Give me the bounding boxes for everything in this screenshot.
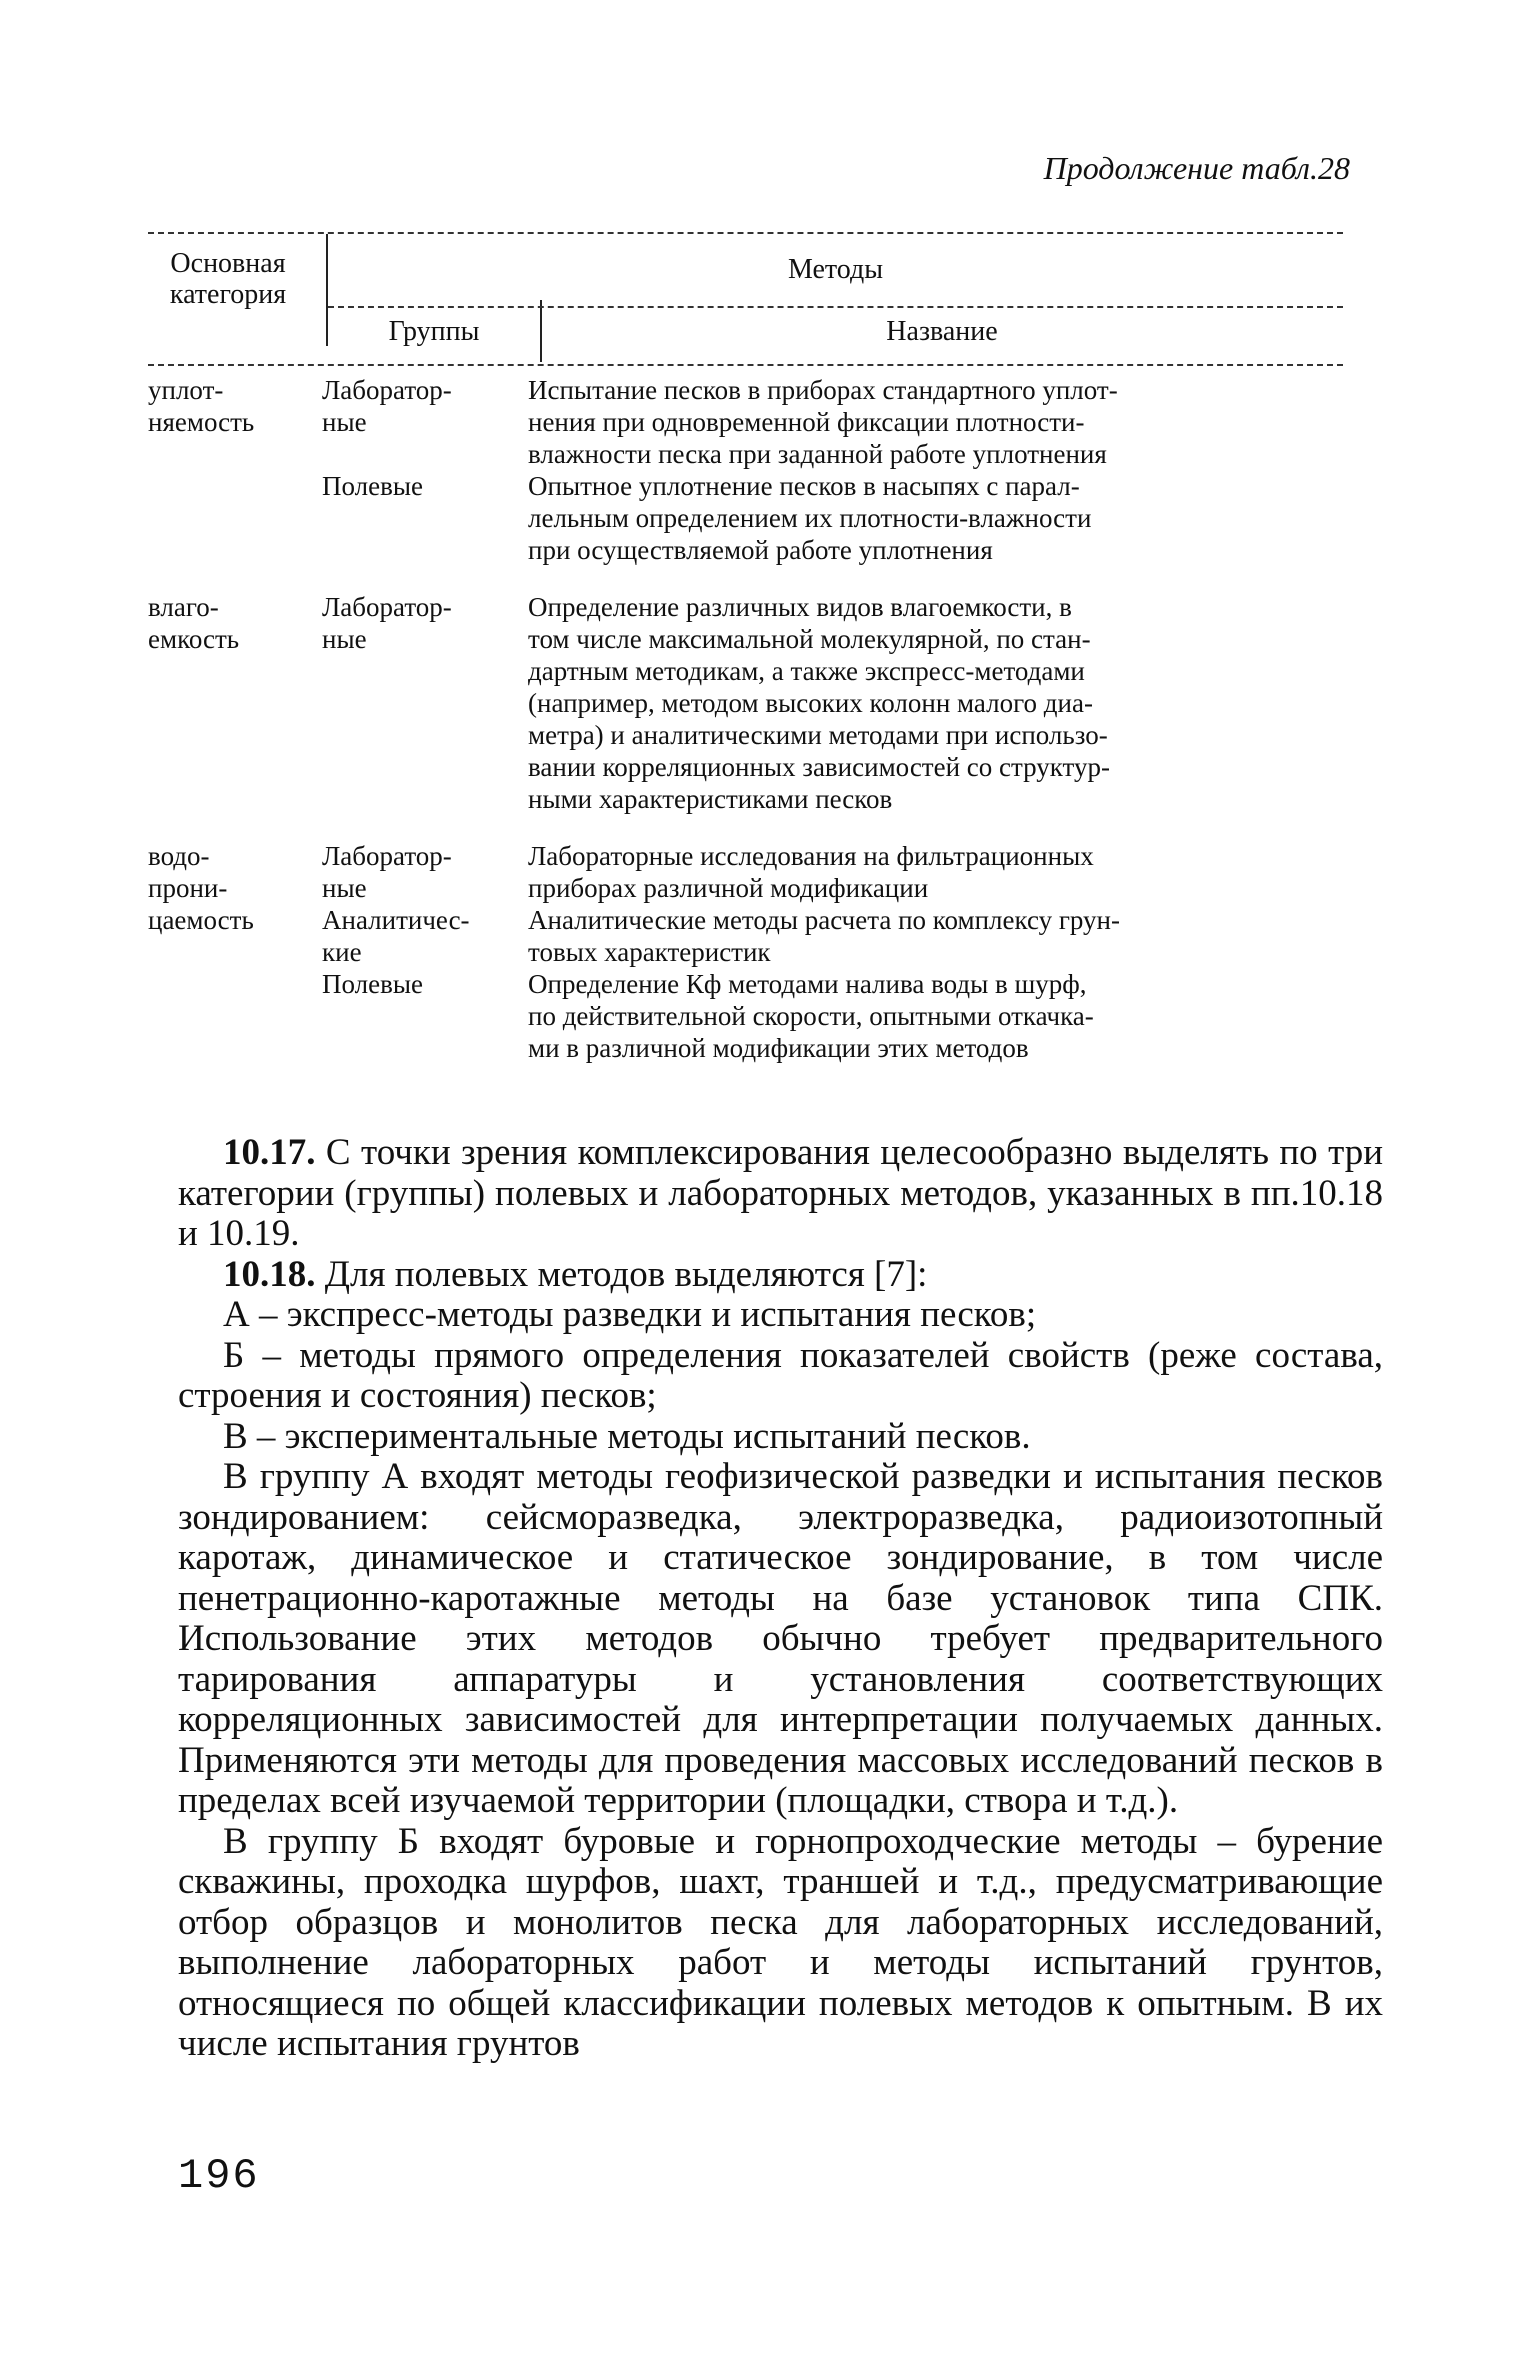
header-groups: Группы xyxy=(388,316,480,347)
table-row xyxy=(148,534,1343,566)
table-body xyxy=(148,366,1343,1064)
name-cell: Аналитические методы расчета по комплексу грун- xyxy=(528,905,1120,935)
group-cell: Лаборатор- xyxy=(322,592,452,622)
group-cell: Полевые xyxy=(322,969,423,999)
name-cell: лельным определением их плотности-влажности xyxy=(528,503,1092,533)
group-cell xyxy=(322,687,528,719)
header-mid-rule xyxy=(328,306,1343,308)
group-cell xyxy=(322,719,528,751)
group-cell: Полевые xyxy=(322,471,423,501)
category-cell: водо- xyxy=(148,841,210,871)
paragraph-text: С точки зрения комплексирования целесообразно выделять по три категории (группы) полевых и лабораторных методов, указанных в пп.10.18 и 10.19. xyxy=(178,1132,1383,1254)
category-cell xyxy=(148,1032,322,1064)
table-row xyxy=(148,655,1343,687)
name-cell: по действительной скорости, опытными откачка- xyxy=(528,1001,1094,1031)
table-row xyxy=(148,904,1343,936)
group-cell xyxy=(322,534,528,566)
list-item-b: Б – методы прямого определения показателей свойств (реже состава, строения и состояния) песков; xyxy=(178,1334,1383,1416)
name-cell: Опытное уплотнение песков в насыпях с парал- xyxy=(528,471,1080,501)
table-row xyxy=(148,406,1343,438)
category-cell xyxy=(148,655,322,687)
list-item-v: В – экспериментальные методы испытаний песков. xyxy=(223,1415,1031,1457)
table-row xyxy=(148,751,1343,783)
category-cell xyxy=(148,502,322,534)
paragraph-group-a: В группу А входят методы геофизической разведки и испытания песков зондированием: сейсморазведка, электроразведка, радиоизотопный каротаж, динамическое и статическое зондирование, в том числе пенетрационно-каротажные методы на базе установок типа СПК. Использование этих методов обычно требует предварительного тарирования аппаратуры и установления соответствующих корреляционных зависимостей для интерпретации получаемых данных. Применяются эти методы для проведения массовых исследований песков в пределах всей изучаемой территории (площадки, створа и т.д.). xyxy=(178,1456,1383,1821)
page-number: 196 xyxy=(178,2152,260,2200)
name-cell: том числе максимальной молекулярной, по стан- xyxy=(528,624,1091,654)
paragraph-text: Для полевых методов выделяются [7]: xyxy=(315,1253,928,1295)
category-cell xyxy=(148,534,322,566)
name-cell: нения при одновременной фиксации плотности- xyxy=(528,407,1085,437)
name-cell: Определение различных видов влагоемкости, в xyxy=(528,592,1072,622)
category-cell xyxy=(148,968,322,1000)
name-cell: ными характеристиками песков xyxy=(528,784,893,814)
group-cell xyxy=(322,1032,528,1064)
table-row xyxy=(148,1032,1343,1064)
paragraph-10-17 xyxy=(178,1133,1383,1255)
name-cell: дартным методикам, а также экспресс-методами xyxy=(528,656,1085,686)
table-row xyxy=(148,438,1343,470)
group-cell xyxy=(322,438,528,470)
header-name: Название xyxy=(886,316,998,347)
table-row xyxy=(148,872,1343,904)
name-cell: товых характеристик xyxy=(528,937,771,967)
table-row xyxy=(148,502,1343,534)
table-row xyxy=(148,470,1343,502)
header-methods: Методы xyxy=(787,254,884,285)
category-cell xyxy=(148,470,322,502)
category-cell xyxy=(148,936,322,968)
name-cell: при осуществляемой работе уплотнения xyxy=(528,535,993,565)
header-main-category: Основная категория xyxy=(169,248,287,311)
table-row xyxy=(148,687,1343,719)
name-cell: вании корреляционных зависимостей со структур- xyxy=(528,752,1110,782)
table-row xyxy=(148,719,1343,751)
list-item-a: А – экспресс-методы разведки и испытания песков; xyxy=(223,1294,1037,1335)
row-group-gap xyxy=(148,815,1343,840)
row-group-gap xyxy=(148,566,1343,591)
category-cell: уплот- xyxy=(148,375,224,405)
category-cell xyxy=(148,1000,322,1032)
group-cell: ные xyxy=(322,407,367,437)
name-cell: (например, методом высоких колонн малого диа- xyxy=(528,688,1093,718)
table-continuation-title: Продолжение табл.28 xyxy=(1043,150,1350,186)
name-cell: приборах различной модификации xyxy=(528,873,929,903)
category-cell xyxy=(148,751,322,783)
table-row xyxy=(148,374,1343,406)
category-cell: влаго- xyxy=(148,592,219,622)
category-cell: прони- xyxy=(148,873,228,903)
category-cell: няемость xyxy=(148,407,255,437)
table-row xyxy=(148,840,1343,872)
table-header xyxy=(148,234,1343,364)
group-cell: кие xyxy=(322,937,362,967)
category-cell xyxy=(148,719,322,751)
category-cell: емкость xyxy=(148,624,240,654)
group-cell xyxy=(322,751,528,783)
group-cell xyxy=(322,1000,528,1032)
paragraph-number: 10.17. xyxy=(223,1132,316,1173)
group-cell xyxy=(322,655,528,687)
table-row xyxy=(148,783,1343,815)
table-row xyxy=(148,591,1343,623)
group-cell: Аналитичес- xyxy=(322,905,470,935)
category-cell xyxy=(148,438,322,470)
paragraph-number: 10.18. xyxy=(223,1253,316,1295)
name-cell: метра) и аналитическими методами при использо- xyxy=(528,720,1108,750)
name-cell: влажности песка при заданной работе уплотнения xyxy=(528,439,1107,469)
table-row xyxy=(148,1000,1343,1032)
body-text xyxy=(178,1133,1383,2065)
group-cell: Лаборатор- xyxy=(322,841,452,871)
name-cell: Определение Кф методами налива воды в шурф, xyxy=(528,969,1087,999)
paragraph-10-18 xyxy=(178,1255,1383,1296)
paragraph-group-b: В группу Б входят буровые и горнопроходческие методы – бурение скважины, проходка шурфов, шахт, траншей и т.д., предусматривающие отбор образцов и монолитов песка для лабораторных исследований, выполнение лабораторных работ и методы испытаний грунтов, относящиеся по общей классификации полевых методов к опытным. В их числе испытания грунтов xyxy=(178,1820,1383,2064)
group-cell xyxy=(322,502,528,534)
methods-table xyxy=(148,232,1343,1064)
category-cell: цаемость xyxy=(148,905,254,935)
name-cell: Лабораторные исследования на фильтрационных xyxy=(528,841,1094,871)
category-cell xyxy=(148,783,322,815)
table-row xyxy=(148,623,1343,655)
name-cell: Испытание песков в приборах стандартного уплот- xyxy=(528,375,1118,405)
category-cell xyxy=(148,687,322,719)
table-row xyxy=(148,936,1343,968)
group-cell xyxy=(322,783,528,815)
group-cell: Лаборатор- xyxy=(322,375,452,405)
group-cell: ные xyxy=(322,624,367,654)
group-cell: ные xyxy=(322,873,367,903)
table-row xyxy=(148,968,1343,1000)
name-cell: ми в различной модификации этих методов xyxy=(528,1033,1029,1063)
